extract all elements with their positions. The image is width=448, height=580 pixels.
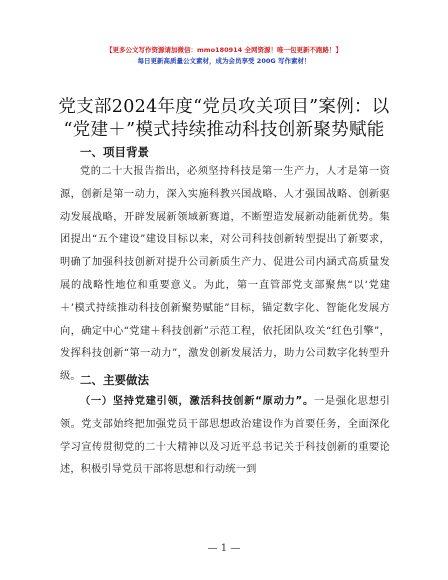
- section-heading-main-practices: 二、主要做法: [80, 373, 149, 387]
- document-title-line-1: 党支部2024年度“党员攻关项目”案例：以: [58, 97, 390, 117]
- section-background-paragraph: 党的二十大报告指出，必须坚持科技是第一生产力，人才是第一资源，创新是第一动力，深入实施科教兴国战略、人才强国战略、创新驱动发展战略，开辟发展新领域新赛道，不断塑造发展新动能新优势。集团提出“五个建设”建设目标以来，对公司科技创新转型提出了新要求，明确了加强科技创新对提升公司新质生产力、促进公司内涵式高质量发展的战略性地位和重要意义。为此，第一直管部党支部聚焦“以‘党建＋’模式持续推动科技创新聚势赋能”目标，锚定数字化、智能化发展方向，确定中心“党建＋科技创新”示范工程，依托团队攻关“红色引擎”，发挥科技创新“第一动力”，激发创新发展活力，助力公司数字化转型升级。: [60, 166, 390, 383]
- subsection-body-text: 一是强化思想引领。党支部始终把加强党员干部思想政治建设作为首要任务，全面深化学习宣传贯彻党的二十大精神以及习近平总书记关于科技创新的重要论述，积极引导党员干部将思想和行动统一到: [60, 396, 390, 476]
- section-main-practices-paragraph: [60, 391, 390, 482]
- page-number: — 1 —: [207, 543, 241, 554]
- document-title-line-2: “党建＋”模式持续推动科技创新聚势赋能: [63, 120, 385, 140]
- promo-banner-line-2: 每日更新高质量公文素材，成为会员享受 200G 写作素材！: [137, 57, 311, 65]
- section-heading-background: 一、项目背景: [80, 145, 149, 159]
- subsection-lead-heading: （一）坚持党建引领，激活科技创新“原动力”。: [80, 396, 314, 407]
- promo-banner-line-1: 【更多公文写作资源请加微信：mmo180914 全网资源！唯一包更新不跑路！】: [106, 46, 342, 54]
